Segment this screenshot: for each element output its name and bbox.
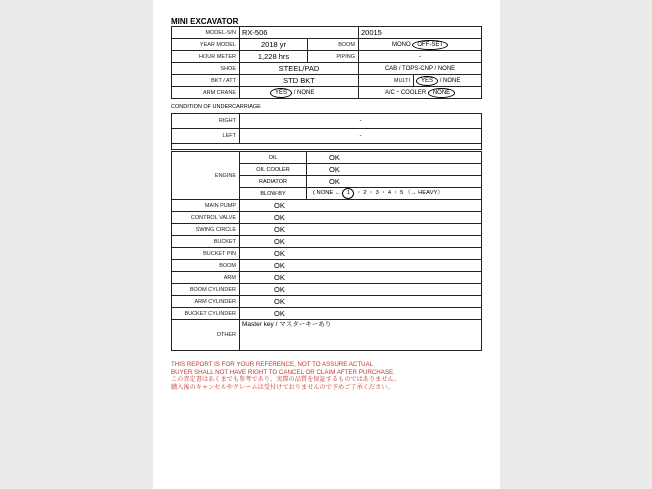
arm-crane-label: ARM CRANE: [172, 87, 240, 99]
inspection-table: [171, 151, 482, 351]
arm-separator: /: [293, 89, 296, 96]
check-value: OK: [240, 284, 482, 296]
year-value: 2018 yr: [240, 39, 308, 51]
check-row: [172, 248, 482, 260]
check-label: ARM CYLINDER: [172, 296, 240, 308]
blowby-selected-circled: 1: [342, 188, 354, 199]
check-row: [172, 260, 482, 272]
check-label: CONTROL VALVE: [172, 212, 240, 224]
disclaimer-line: BUYER SHALL NOT HAVE RIGHT TO CANCEL OR CLAIM AFTER PURCHASE.: [171, 368, 395, 376]
oil-label: OIL: [240, 152, 307, 164]
right-value: -: [240, 114, 482, 129]
model-value: RX-506: [240, 27, 359, 39]
oil-cooler-label: OIL COOLER: [240, 164, 307, 176]
hour-label: HOUR METER: [172, 51, 240, 63]
blowby-rest: ・ 2 ・ 3 ・ 4 ・ 5 （→ HEAVY）: [355, 190, 444, 196]
bkt-value: STD BKT: [240, 75, 359, 87]
check-row: [172, 212, 482, 224]
check-value: OK: [240, 272, 482, 284]
year-label: YEAR MODEL: [172, 39, 240, 51]
multi-separator: /: [439, 77, 442, 84]
multi-options: [414, 75, 482, 87]
check-value: OK: [240, 200, 482, 212]
disclaimer: [171, 361, 400, 391]
multi-label: MULTI: [359, 75, 414, 87]
undercarriage-table: [171, 113, 482, 150]
shoe-value: STEEL/PAD: [240, 63, 359, 75]
disclaimer-line: 購入後のキャンセルやクレームは受付けておりませんので予めご了承ください。: [171, 383, 394, 391]
boom-offset-circled: OFF-SET: [412, 40, 448, 50]
check-label: BOOM CYLINDER: [172, 284, 240, 296]
check-label: SWING CIRCLE: [172, 224, 240, 236]
ac-none-circled: NONE: [428, 88, 455, 98]
boom-type: [359, 39, 482, 51]
radiator-label: RADIATOR: [240, 176, 307, 188]
check-label: MAIN PUMP: [172, 200, 240, 212]
model-sn-label: MODEL-S/N: [172, 27, 240, 39]
blowby-start: ( NONE ←: [313, 190, 341, 196]
piping-value: -: [359, 51, 482, 63]
hour-value: 1,228 hrs: [240, 51, 308, 63]
other-label: OTHER: [172, 320, 240, 351]
piping-label: PIPING: [308, 51, 359, 63]
ac-label: A/C・COOLER: [384, 89, 427, 96]
check-row: [172, 224, 482, 236]
spacer-row: [172, 144, 482, 150]
check-value: OK: [240, 224, 482, 236]
check-label: BUCKET: [172, 236, 240, 248]
check-label: BUCKET CYLINDER: [172, 308, 240, 320]
check-value: OK: [240, 236, 482, 248]
spec-table: [171, 26, 482, 99]
check-label: ARM: [172, 272, 240, 284]
boom-label: BOOM: [308, 39, 359, 51]
multi-yes-circled: YES: [416, 76, 438, 86]
left-value: -: [240, 129, 482, 144]
check-row: [172, 284, 482, 296]
oil-cooler-value: OK: [307, 164, 482, 176]
oil-value: OK: [307, 152, 482, 164]
check-value: OK: [240, 212, 482, 224]
arm-none: NONE: [297, 89, 315, 96]
check-row: [172, 200, 482, 212]
right-label: RIGHT: [172, 114, 240, 129]
check-value: OK: [240, 248, 482, 260]
blowby-label: BLOW-BY: [240, 188, 307, 200]
other-value: Master key / マスターキーあり: [240, 320, 482, 351]
check-row: [172, 272, 482, 284]
ac-options: [359, 87, 482, 99]
boom-mono: MONO: [392, 41, 411, 48]
check-row: [172, 308, 482, 320]
radiator-value: OK: [307, 176, 482, 188]
cab-options: CAB / TOPS-CNP / NONE: [359, 63, 482, 75]
engine-label: ENGINE: [172, 152, 240, 200]
undercarriage-heading: CONDITION OF UNDERCARRIAGE: [171, 104, 261, 110]
arm-crane-options: [240, 87, 359, 99]
check-value: OK: [240, 260, 482, 272]
report-title: MINI EXCAVATOR: [171, 17, 239, 26]
shoe-label: SHOE: [172, 63, 240, 75]
check-label: BOOM: [172, 260, 240, 272]
check-value: OK: [240, 296, 482, 308]
arm-yes-circled: YES: [270, 88, 292, 98]
check-label: BUCKET PIN: [172, 248, 240, 260]
disclaimer-line: この査定書はあくまでも参考であり、実際の品質を保証するものではありません。: [171, 376, 401, 383]
bkt-label: BKT / ATT: [172, 75, 240, 87]
blowby-scale: [307, 188, 482, 200]
left-label: LEFT: [172, 129, 240, 144]
disclaimer-line: THIS REPORT IS FOR YOUR REFERENCE, NOT TO ASSURE ACTUAL: [171, 361, 374, 368]
check-row: [172, 296, 482, 308]
report-sheet: [153, 0, 500, 489]
multi-none: NONE: [443, 77, 461, 84]
check-value: OK: [240, 308, 482, 320]
serial-value: 20015: [359, 27, 482, 39]
check-row: [172, 236, 482, 248]
